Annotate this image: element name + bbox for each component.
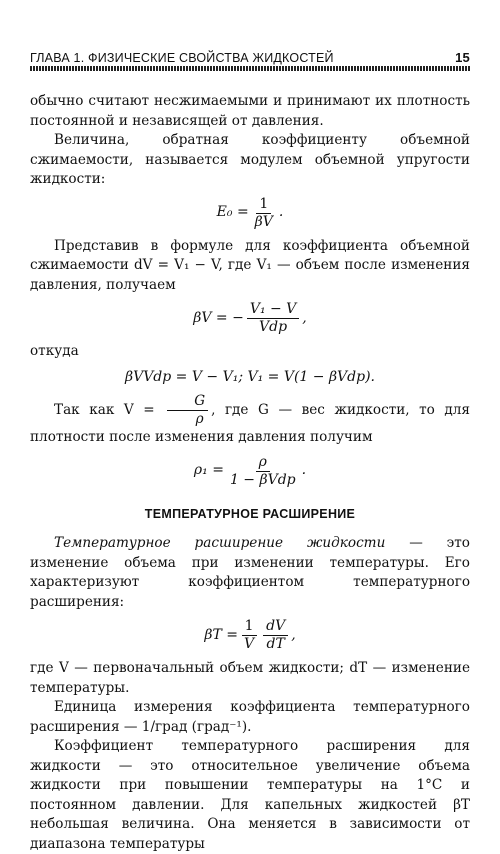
running-header: [30, 50, 470, 65]
paragraph: откуда: [30, 343, 79, 359]
paragraph: Коэффициент температурного расширения для жидкости — это относительное увеличение объема жидкости при повышении температуры на 1°С и постоянном давлении. Для капельных жидкостей βT небольшая величина. Она меняется в зависимости от диапазона температуры: [30, 738, 470, 852]
paragraph: Так как V = $\frac{G}{\rho}$ , где G — вес жидкости, то для плотности после изменения давления получим: [30, 393, 470, 445]
formula-thermal-expansion: βT = $\frac{1}{V}$ $\frac{dV}{dT}$ ,: [204, 618, 296, 652]
paragraph: обычно считают несжимаемыми и принимают их плотность постоянной и независящей от давления.: [30, 93, 470, 129]
page-number: 15: [455, 50, 470, 65]
paragraph: где V — первоначальный объем жидкости; dT — изменение температуры.: [30, 660, 470, 696]
formula-elastic-modulus: E₀ = $\frac{1}{\beta V}$ .: [216, 195, 284, 230]
page-body: [30, 92, 470, 854]
paragraph: Величина, обратная коэффициенту объемной сжимаемости, называется модулем объемной упругости жидкости:: [30, 132, 470, 187]
section-title: ТЕМПЕРАТУРНОЕ РАСШИРЕНИЕ: [144, 506, 356, 521]
chapter-title: ГЛАВА 1. ФИЗИЧЕСКИЕ СВОЙСТВА ЖИДКОСТЕЙ: [30, 51, 334, 65]
paragraph: Представив в формуле для коэффициента объемной сжимаемости dV = V₁ − V, где V₁ — объем после изменения давления, получаем: [30, 237, 470, 293]
formula-compressibility: βV = − $\frac{\text{V₁ − V}}{\text{Vdp}}$ ,: [193, 301, 307, 335]
formula-volume-after: βVVdp = V − V₁; V₁ = V(1 − βVdp).: [124, 368, 375, 385]
paragraph: Единица измерения коэффициента температурного расширения — 1/град (град⁻¹).: [30, 699, 470, 735]
paragraph: Температурное расширение жидкости — это изменение объема при изменении температуры. Его характеризуют коэффициентом температурного расширения:: [30, 535, 470, 610]
header-rule: [30, 66, 470, 71]
formula-density-after: ρ₁ = $\frac{\rho}{\text{1 − βVdp}}$ .: [193, 453, 307, 488]
